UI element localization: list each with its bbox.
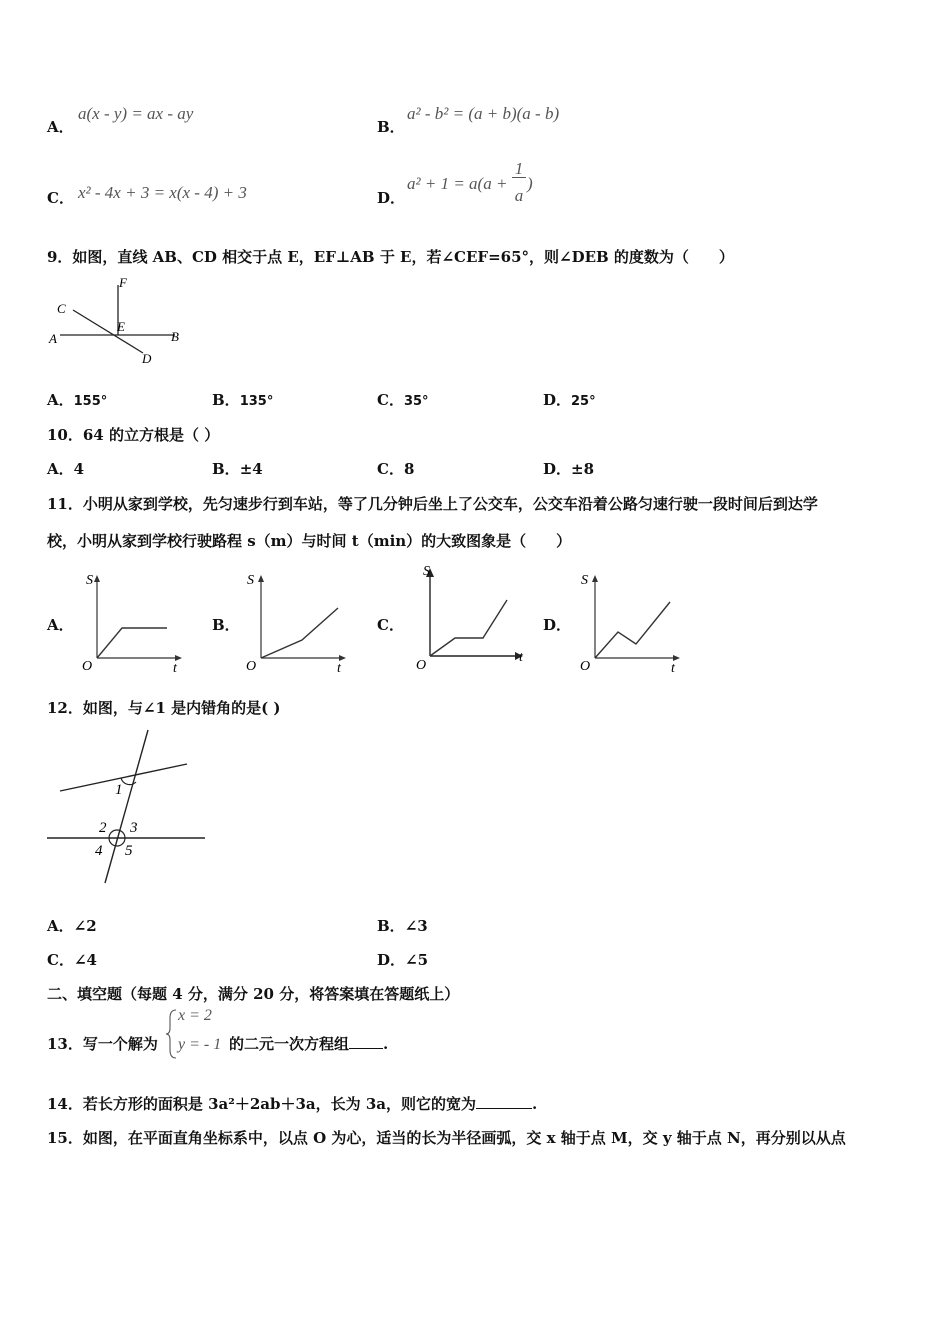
line-transversal <box>105 730 148 883</box>
q11-option-a-label: A． <box>47 616 74 634</box>
q11-graph-d <box>570 566 685 678</box>
q10-option-a: A．4 <box>47 460 85 478</box>
fig12-label-2: 2 <box>99 820 107 836</box>
graph-a-t-label: t <box>173 661 177 676</box>
q8-option-c-expr: x² - 4x + 3 = x(x - 4) + 3 <box>78 183 247 202</box>
q11-text-line2: 校，小明从家到学校行驶路程 s（m）与时间 t（min）的大致图象是（ ） <box>47 532 572 550</box>
q9-option-d: D．25° <box>543 391 596 409</box>
q8-option-d-expr-right: ) <box>527 174 533 193</box>
q11-text-line1: 11．小明从家到学校，先匀速步行到车站，等了几分钟后坐上了公交车，公交车沿着公路匀速行驶一段时间后到达学 <box>47 495 818 513</box>
q11-option-d-label: D． <box>543 616 572 634</box>
q9-option-a: A．155° <box>47 391 108 409</box>
fig12-label-1: 1 <box>115 782 123 798</box>
q11-graph-b <box>236 566 351 678</box>
graph-c-s-label: S <box>423 564 430 579</box>
q8-option-b-label: B． <box>377 118 405 136</box>
q11-graph-a <box>72 566 187 678</box>
graph-b-t-label: t <box>337 661 341 676</box>
q12-figure <box>45 728 210 888</box>
graph-d-o-label: O <box>580 659 591 674</box>
q13-eq1: x = 2 <box>178 1007 212 1024</box>
q10-option-c: C．8 <box>377 460 415 478</box>
q12-text: 12．如图，与∠1 是内错角的是( ) <box>47 699 281 717</box>
q12-option-a: A．∠2 <box>47 917 97 935</box>
q8-option-d-frac-num: 1 <box>512 160 526 178</box>
q12-option-c: C．∠4 <box>47 951 97 969</box>
graph-a-o-label: O <box>82 659 93 674</box>
q13-suffix: 的二元一次方程组 . <box>229 1035 389 1053</box>
graph-d-t-label: t <box>671 661 675 676</box>
q9-figure <box>45 275 190 370</box>
q8-option-b-expr: a² - b² = (a + b)(a - b) <box>407 104 560 123</box>
q10-option-d: D．±8 <box>543 460 595 478</box>
q13-eq2: y = - 1 <box>178 1036 222 1053</box>
q11-graph-c <box>403 558 528 678</box>
fig9-label-d: D <box>142 351 152 366</box>
graph-d-s-label: S <box>581 573 588 588</box>
line-cd <box>73 310 143 353</box>
q14-answer-blank[interactable] <box>476 1108 532 1109</box>
q12-option-d: D．∠5 <box>377 951 429 969</box>
q8-option-a-label: A． <box>47 118 74 136</box>
q9-option-c: C．35° <box>377 391 429 409</box>
line-upper <box>60 764 187 791</box>
q14-text: 14．若长方形的面积是 3a²＋2ab＋3a，长为 3a，则它的宽为 . <box>47 1095 538 1113</box>
q8-option-c-label: C． <box>47 189 74 207</box>
fig12-label-5: 5 <box>125 843 133 859</box>
q9-option-b: B．135° <box>212 391 274 409</box>
q9-text: 9．如图，直线 AB、CD 相交于点 E，EF⊥AB 于 E，若∠CEF=65°，则∠DEB 的度数为（ ） <box>47 248 734 266</box>
q8-option-d-frac-den: a <box>514 186 524 205</box>
fig9-label-f: F <box>119 275 127 290</box>
fig9-label-a: A <box>49 331 57 346</box>
q13-prefix: 13．写一个解为 <box>47 1035 158 1053</box>
graph-c-t-label: t <box>519 650 523 665</box>
q8-option-a-expr: a(x - y) = ax - ay <box>78 104 194 123</box>
q13-answer-blank[interactable] <box>349 1048 383 1049</box>
q10-text: 10．64 的立方根是（ ） <box>47 426 220 444</box>
section2-title: 二、填空题（每题 4 分，满分 20 分，将答案填在答题纸上） <box>47 985 460 1003</box>
graph-b-s-label: S <box>247 573 254 588</box>
graph-a-s-label: S <box>86 573 93 588</box>
q15-text: 15．如图，在平面直角坐标系中，以点 O 为心，适当的长为半径画弧，交 x 轴于点 M，交 y 轴于点 N，再分别以从点 <box>47 1129 846 1147</box>
q8-option-d-expr-left: a² + 1 = a(a + <box>407 174 508 193</box>
q10-option-b: B．±4 <box>212 460 263 478</box>
q12-option-b: B．∠3 <box>377 917 428 935</box>
graph-b-o-label: O <box>246 659 257 674</box>
q11-option-b-label: B． <box>212 616 240 634</box>
fig12-label-4: 4 <box>95 843 103 859</box>
fig9-label-b: B <box>171 329 179 344</box>
fig9-label-c: C <box>57 301 66 316</box>
graph-c-o-label: O <box>416 658 427 673</box>
fig9-label-e: E <box>117 319 125 334</box>
fig12-label-3: 3 <box>130 820 138 836</box>
q11-option-c-label: C． <box>377 616 404 634</box>
q8-option-d-label: D． <box>377 189 406 207</box>
q13-brace <box>166 1008 178 1060</box>
